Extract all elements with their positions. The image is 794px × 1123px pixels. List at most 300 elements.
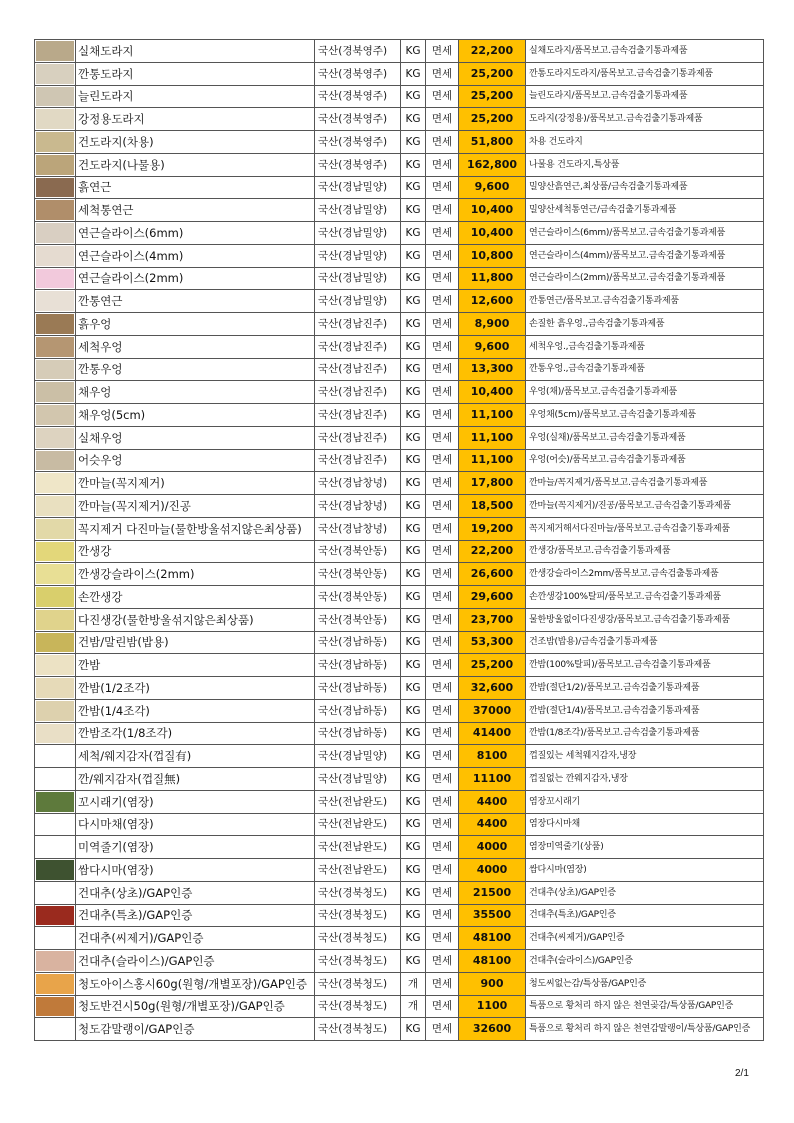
table-row [35, 131, 764, 154]
origin-cell: 국산(경남밀양) [315, 768, 401, 791]
table-row [35, 358, 764, 381]
table-row [35, 563, 764, 586]
origin-cell: 국산(전남완도) [315, 859, 401, 882]
product-photo-icon [36, 360, 74, 380]
unit-cell: KG [401, 40, 426, 63]
origin-cell: 국산(경남진주) [315, 358, 401, 381]
product-photo-icon [36, 291, 74, 311]
price-cell: 26,600 [459, 563, 526, 586]
product-photo-icon [36, 496, 74, 516]
table-row [35, 517, 764, 540]
product-name: 깐마늘(꼭지제거) [76, 472, 315, 495]
product-thumbnail [35, 199, 76, 222]
tax-cell: 면세 [426, 768, 459, 791]
origin-cell: 국산(경북안동) [315, 563, 401, 586]
note-cell: 우엉(어슷)/품목보고.금속검출기통과제품 [526, 449, 764, 472]
table-row [35, 586, 764, 609]
product-name: 건대추(상초)/GAP인증 [76, 881, 315, 904]
product-photo-icon [36, 428, 74, 448]
price-cell: 48100 [459, 950, 526, 973]
tax-cell: 면세 [426, 745, 459, 768]
table-row [35, 995, 764, 1018]
note-cell: 쌈다시마(염장) [526, 859, 764, 882]
tax-cell: 면세 [426, 881, 459, 904]
product-thumbnail [35, 745, 76, 768]
note-cell: 손질한 흙우엉.,금속검출기통과제품 [526, 313, 764, 336]
origin-cell: 국산(경북영주) [315, 40, 401, 63]
price-cell: 10,400 [459, 199, 526, 222]
unit-cell: KG [401, 131, 426, 154]
tax-cell: 면세 [426, 950, 459, 973]
product-name: 깐밤(1/4조각) [76, 699, 315, 722]
note-cell: 연근슬라이스(6mm)/품목보고.금속검출기통과제품 [526, 222, 764, 245]
table-row [35, 40, 764, 63]
note-cell: 우엉채(5cm)/품목보고.금속검출기통과제품 [526, 404, 764, 427]
table-row [35, 927, 764, 950]
origin-cell: 국산(경남하동) [315, 722, 401, 745]
product-name: 깐통연근 [76, 290, 315, 313]
unit-cell: KG [401, 881, 426, 904]
product-photo-icon [36, 837, 74, 857]
unit-cell: KG [401, 586, 426, 609]
price-cell: 41400 [459, 722, 526, 745]
product-photo-icon [36, 792, 74, 812]
product-name: 청도반건시50g(원형/개별포장)/GAP인증 [76, 995, 315, 1018]
tax-cell: 면세 [426, 927, 459, 950]
note-cell: 염장다시마채 [526, 813, 764, 836]
table-row [35, 972, 764, 995]
unit-cell: KG [401, 472, 426, 495]
table-row [35, 404, 764, 427]
tax-cell: 면세 [426, 972, 459, 995]
note-cell: 우엉(채)/품목보고.금속검출기통과제품 [526, 381, 764, 404]
product-thumbnail [35, 995, 76, 1018]
origin-cell: 국산(경남하동) [315, 677, 401, 700]
unit-cell: KG [401, 722, 426, 745]
tax-cell: 면세 [426, 472, 459, 495]
table-row [35, 62, 764, 85]
product-thumbnail [35, 904, 76, 927]
product-photo-icon [36, 269, 74, 289]
price-cell: 9,600 [459, 335, 526, 358]
tax-cell: 면세 [426, 290, 459, 313]
table-row [35, 472, 764, 495]
unit-cell: KG [401, 153, 426, 176]
note-cell: 연근슬라이스(4mm)/품목보고.금속검출기통과제품 [526, 244, 764, 267]
note-cell: 청도씨없는감/특상품/GAP인증 [526, 972, 764, 995]
origin-cell: 국산(경남하동) [315, 699, 401, 722]
table-row [35, 654, 764, 677]
table-row [35, 904, 764, 927]
origin-cell: 국산(경북청도) [315, 995, 401, 1018]
price-cell: 11,100 [459, 404, 526, 427]
product-photo-icon [36, 974, 74, 994]
tax-cell: 면세 [426, 540, 459, 563]
origin-cell: 국산(전남완도) [315, 836, 401, 859]
origin-cell: 국산(경남창녕) [315, 517, 401, 540]
note-cell: 깐통연근/품목보고.금속검출기통과제품 [526, 290, 764, 313]
table-row [35, 381, 764, 404]
unit-cell: KG [401, 85, 426, 108]
product-name: 흙연근 [76, 176, 315, 199]
price-cell: 10,400 [459, 222, 526, 245]
product-name: 깐밤조각(1/8조각) [76, 722, 315, 745]
price-cell: 25,200 [459, 654, 526, 677]
product-thumbnail [35, 790, 76, 813]
tax-cell: 면세 [426, 131, 459, 154]
note-cell: 물한방울없이다진생강/품목보고.금속검출기통과제품 [526, 608, 764, 631]
product-thumbnail [35, 62, 76, 85]
unit-cell: KG [401, 813, 426, 836]
product-thumbnail [35, 881, 76, 904]
price-cell: 8,900 [459, 313, 526, 336]
price-cell: 29,600 [459, 586, 526, 609]
unit-cell: KG [401, 267, 426, 290]
note-cell: 차용 건도라지 [526, 131, 764, 154]
note-cell: 우엉(실채)/품목보고.금속검출기통과제품 [526, 426, 764, 449]
unit-cell: KG [401, 108, 426, 131]
product-photo-icon [36, 678, 74, 698]
note-cell: 꼭지제거해서다진마늘/품목보고.금속검출기통과제품 [526, 517, 764, 540]
price-cell: 18,500 [459, 495, 526, 518]
price-cell: 25,200 [459, 85, 526, 108]
note-cell: 실채도라지/품목보고.금속검출기통과제품 [526, 40, 764, 63]
origin-cell: 국산(경남진주) [315, 381, 401, 404]
price-cell: 4400 [459, 790, 526, 813]
product-photo-icon [36, 109, 74, 129]
price-cell: 8100 [459, 745, 526, 768]
product-name: 건대추(특초)/GAP인증 [76, 904, 315, 927]
product-thumbnail [35, 654, 76, 677]
origin-cell: 국산(경남하동) [315, 654, 401, 677]
note-cell: 특품으로 황처리 하지 않은 천연감말랭이/특상품/GAP인증 [526, 1018, 764, 1041]
unit-cell: KG [401, 222, 426, 245]
note-cell: 밀양산흙연근,최상품/금속검출기통과제품 [526, 176, 764, 199]
product-name: 다진생강(물한방울섞지않은최상품) [76, 608, 315, 631]
unit-cell: KG [401, 199, 426, 222]
price-list-table [34, 39, 764, 1041]
note-cell: 연근슬라이스(2mm)/품목보고.금속검출기통과제품 [526, 267, 764, 290]
price-cell: 11,100 [459, 426, 526, 449]
unit-cell: KG [401, 404, 426, 427]
table-row [35, 790, 764, 813]
table-row [35, 836, 764, 859]
table-row [35, 768, 764, 791]
origin-cell: 국산(경남진주) [315, 449, 401, 472]
unit-cell: KG [401, 290, 426, 313]
tax-cell: 면세 [426, 426, 459, 449]
product-thumbnail [35, 495, 76, 518]
unit-cell: KG [401, 426, 426, 449]
product-name: 깐통도라지 [76, 62, 315, 85]
tax-cell: 면세 [426, 608, 459, 631]
unit-cell: KG [401, 927, 426, 950]
note-cell: 깐생강/품목보고.금속검출기통과제품 [526, 540, 764, 563]
origin-cell: 국산(경남밀양) [315, 199, 401, 222]
product-photo-icon [36, 155, 74, 175]
table-row [35, 244, 764, 267]
price-cell: 162,800 [459, 153, 526, 176]
unit-cell: KG [401, 1018, 426, 1041]
price-cell: 4400 [459, 813, 526, 836]
tax-cell: 면세 [426, 495, 459, 518]
product-photo-icon [36, 724, 74, 744]
product-thumbnail [35, 472, 76, 495]
note-cell: 껍질없는 깐웨지감자,냉장 [526, 768, 764, 791]
note-cell: 건대추(상초)/GAP인증 [526, 881, 764, 904]
note-cell: 밀양산세척통연근/금속검출기통과제품 [526, 199, 764, 222]
note-cell: 세척우엉.,금속검출기통과제품 [526, 335, 764, 358]
tax-cell: 면세 [426, 108, 459, 131]
product-photo-icon [36, 337, 74, 357]
note-cell: 깐마늘(꼭지제거)/진공/품목보고.금속검출기통과제품 [526, 495, 764, 518]
product-thumbnail [35, 972, 76, 995]
product-photo-icon [36, 64, 74, 84]
price-cell: 19,200 [459, 517, 526, 540]
product-name: 어슷우엉 [76, 449, 315, 472]
unit-cell: KG [401, 950, 426, 973]
product-thumbnail [35, 677, 76, 700]
product-thumbnail [35, 313, 76, 336]
product-thumbnail [35, 813, 76, 836]
tax-cell: 면세 [426, 995, 459, 1018]
unit-cell: KG [401, 608, 426, 631]
origin-cell: 국산(경남밀양) [315, 290, 401, 313]
origin-cell: 국산(경북안동) [315, 586, 401, 609]
price-cell: 900 [459, 972, 526, 995]
table-row [35, 267, 764, 290]
origin-cell: 국산(경북청도) [315, 1018, 401, 1041]
product-thumbnail [35, 608, 76, 631]
product-thumbnail [35, 404, 76, 427]
product-name: 깐/웨지감자(껍질無) [76, 768, 315, 791]
note-cell: 염장미역줄기(상품) [526, 836, 764, 859]
product-name: 건대추(슬라이스)/GAP인증 [76, 950, 315, 973]
tax-cell: 면세 [426, 790, 459, 813]
table-row [35, 449, 764, 472]
origin-cell: 국산(경북청도) [315, 972, 401, 995]
note-cell: 깐통우엉.,금속검출기통과제품 [526, 358, 764, 381]
product-name: 흙우엉 [76, 313, 315, 336]
product-photo-icon [36, 883, 74, 903]
unit-cell: KG [401, 517, 426, 540]
origin-cell: 국산(경남하동) [315, 631, 401, 654]
table-row [35, 881, 764, 904]
tax-cell: 면세 [426, 722, 459, 745]
price-cell: 51,800 [459, 131, 526, 154]
note-cell: 깐밤(1/8조각)/품목보고.금속검출기통과제품 [526, 722, 764, 745]
product-name: 쌈다시마(염장) [76, 859, 315, 882]
product-photo-icon [36, 610, 74, 630]
unit-cell: KG [401, 449, 426, 472]
tax-cell: 면세 [426, 631, 459, 654]
product-thumbnail [35, 631, 76, 654]
price-cell: 21500 [459, 881, 526, 904]
price-cell: 23,700 [459, 608, 526, 631]
product-photo-icon [36, 701, 74, 721]
product-name: 건대추(씨제거)/GAP인증 [76, 927, 315, 950]
product-thumbnail [35, 950, 76, 973]
product-name: 깐생강슬라이스(2mm) [76, 563, 315, 586]
product-name: 깐밤 [76, 654, 315, 677]
product-photo-icon [36, 405, 74, 425]
product-thumbnail [35, 108, 76, 131]
unit-cell: KG [401, 313, 426, 336]
origin-cell: 국산(경북영주) [315, 131, 401, 154]
origin-cell: 국산(경북안동) [315, 608, 401, 631]
price-cell: 4000 [459, 859, 526, 882]
product-thumbnail [35, 335, 76, 358]
product-photo-icon [36, 655, 74, 675]
product-photo-icon [36, 132, 74, 152]
unit-cell: KG [401, 244, 426, 267]
unit-cell: KG [401, 768, 426, 791]
origin-cell: 국산(경북영주) [315, 108, 401, 131]
product-name: 강정용도라지 [76, 108, 315, 131]
product-name: 깐밤(1/2조각) [76, 677, 315, 700]
table-row [35, 108, 764, 131]
product-photo-icon [36, 246, 74, 266]
price-cell: 32,600 [459, 677, 526, 700]
origin-cell: 국산(경남진주) [315, 404, 401, 427]
product-thumbnail [35, 859, 76, 882]
table-row [35, 1018, 764, 1041]
note-cell: 깐밤(절단1/2)/품목보고.금속검출기통과제품 [526, 677, 764, 700]
product-photo-icon [36, 997, 74, 1017]
origin-cell: 국산(경남밀양) [315, 745, 401, 768]
note-cell: 깐밤(절단1/4)/품목보고.금속검출기통과제품 [526, 699, 764, 722]
product-name: 깐생강 [76, 540, 315, 563]
tax-cell: 면세 [426, 153, 459, 176]
origin-cell: 국산(경남진주) [315, 313, 401, 336]
product-thumbnail [35, 176, 76, 199]
price-cell: 10,400 [459, 381, 526, 404]
product-photo-icon [36, 314, 74, 334]
tax-cell: 면세 [426, 358, 459, 381]
tax-cell: 면세 [426, 404, 459, 427]
tax-cell: 면세 [426, 699, 459, 722]
product-photo-icon [36, 87, 74, 107]
product-thumbnail [35, 85, 76, 108]
unit-cell: KG [401, 859, 426, 882]
product-thumbnail [35, 517, 76, 540]
product-name: 깐통우엉 [76, 358, 315, 381]
product-name: 채우엉 [76, 381, 315, 404]
price-cell: 25,200 [459, 108, 526, 131]
unit-cell: KG [401, 631, 426, 654]
table-row [35, 813, 764, 836]
table-row [35, 495, 764, 518]
price-cell: 4000 [459, 836, 526, 859]
product-thumbnail [35, 222, 76, 245]
origin-cell: 국산(경북영주) [315, 85, 401, 108]
table-row [35, 153, 764, 176]
tax-cell: 면세 [426, 517, 459, 540]
unit-cell: KG [401, 904, 426, 927]
product-thumbnail [35, 381, 76, 404]
product-thumbnail [35, 358, 76, 381]
page-number: 2/1 [735, 1068, 749, 1079]
unit-cell: 개 [401, 972, 426, 995]
product-photo-icon [36, 473, 74, 493]
product-photo-icon [36, 906, 74, 926]
origin-cell: 국산(경북영주) [315, 62, 401, 85]
product-photo-icon [36, 815, 74, 835]
product-thumbnail [35, 290, 76, 313]
price-cell: 22,200 [459, 40, 526, 63]
price-cell: 22,200 [459, 540, 526, 563]
tax-cell: 면세 [426, 381, 459, 404]
product-name: 꼬시래기(염장) [76, 790, 315, 813]
table-row [35, 290, 764, 313]
price-cell: 32600 [459, 1018, 526, 1041]
table-row [35, 859, 764, 882]
product-thumbnail [35, 927, 76, 950]
tax-cell: 면세 [426, 176, 459, 199]
origin-cell: 국산(경남진주) [315, 335, 401, 358]
table-row [35, 199, 764, 222]
origin-cell: 국산(경남밀양) [315, 176, 401, 199]
table-row [35, 540, 764, 563]
price-cell: 11,800 [459, 267, 526, 290]
product-photo-icon [36, 587, 74, 607]
origin-cell: 국산(전남완도) [315, 790, 401, 813]
product-thumbnail [35, 1018, 76, 1041]
product-name: 실채도라지 [76, 40, 315, 63]
note-cell: 손깐생강100%탈피/품목보고.금속검출기통과제품 [526, 586, 764, 609]
unit-cell: KG [401, 540, 426, 563]
product-thumbnail [35, 563, 76, 586]
product-thumbnail [35, 244, 76, 267]
table-row [35, 677, 764, 700]
table-row [35, 631, 764, 654]
tax-cell: 면세 [426, 677, 459, 700]
product-photo-icon [36, 564, 74, 584]
tax-cell: 면세 [426, 335, 459, 358]
origin-cell: 국산(경남진주) [315, 426, 401, 449]
price-cell: 11,100 [459, 449, 526, 472]
product-name: 꼭지제거 다진마늘(물한방울섞지않은최상품) [76, 517, 315, 540]
note-cell: 깐마늘/꼭지제거/품목보고.금속검출기통과제품 [526, 472, 764, 495]
price-cell: 37000 [459, 699, 526, 722]
note-cell: 특품으로 황처리 하지 않은 천연곶감/특상품/GAP인증 [526, 995, 764, 1018]
origin-cell: 국산(경남밀양) [315, 222, 401, 245]
origin-cell: 국산(경북청도) [315, 927, 401, 950]
product-thumbnail [35, 40, 76, 63]
note-cell: 건대추(슬라이스)/GAP인증 [526, 950, 764, 973]
unit-cell: KG [401, 495, 426, 518]
note-cell: 건대추(씨제거)/GAP인증 [526, 927, 764, 950]
origin-cell: 국산(경남창녕) [315, 472, 401, 495]
product-thumbnail [35, 540, 76, 563]
product-name: 미역줄기(염장) [76, 836, 315, 859]
price-cell: 10,800 [459, 244, 526, 267]
note-cell: 껍질있는 세척웨지감자,냉장 [526, 745, 764, 768]
tax-cell: 면세 [426, 199, 459, 222]
product-thumbnail [35, 768, 76, 791]
price-cell: 1100 [459, 995, 526, 1018]
price-cell: 12,600 [459, 290, 526, 313]
unit-cell: KG [401, 563, 426, 586]
unit-cell: KG [401, 836, 426, 859]
table-row [35, 426, 764, 449]
price-cell: 11100 [459, 768, 526, 791]
tax-cell: 면세 [426, 904, 459, 927]
product-thumbnail [35, 699, 76, 722]
table-row [35, 608, 764, 631]
note-cell: 늘린도라지/품목보고.금속검출기통과제품 [526, 85, 764, 108]
price-cell: 48100 [459, 927, 526, 950]
